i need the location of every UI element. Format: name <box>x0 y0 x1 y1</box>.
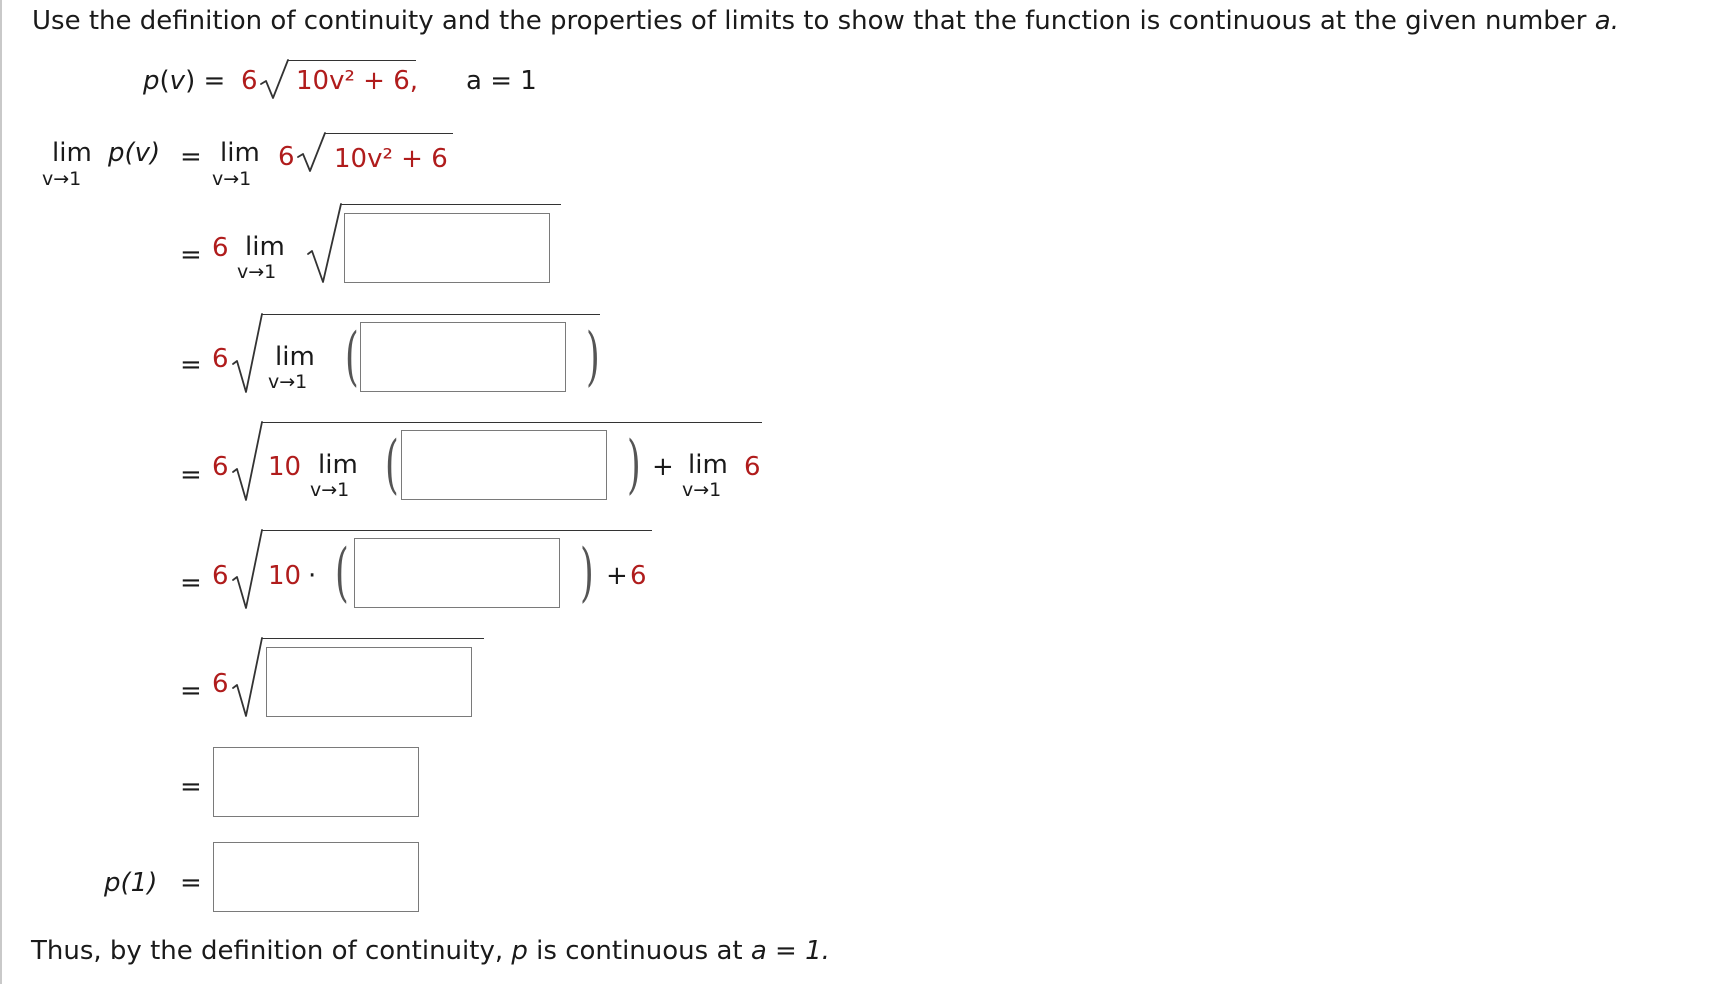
step4-radical-icon <box>232 422 266 502</box>
step3-radical-bar <box>262 314 600 315</box>
step4-answer-input[interactable] <box>401 430 607 500</box>
given-coef: 6 <box>241 66 258 96</box>
step2-eq: = <box>180 240 202 270</box>
conclusion-middle: is continuous at <box>536 936 743 966</box>
function-name: p(v) = <box>143 66 226 96</box>
step5-plus: + <box>606 561 628 591</box>
step3-right-paren: ) <box>586 320 600 394</box>
step3-coef: 6 <box>212 344 229 374</box>
step2-radical-icon <box>307 204 345 284</box>
step5-six: 6 <box>630 561 647 591</box>
step4-radical-bar <box>262 422 762 423</box>
function-var: v <box>169 66 186 96</box>
step3-eq: = <box>180 350 202 380</box>
step5-dot: · <box>308 561 317 591</box>
step4-plus: + <box>652 452 674 482</box>
step4-ten: 10 <box>268 452 302 482</box>
given-radical-bar <box>288 60 416 61</box>
step2-answer-input[interactable] <box>344 213 550 283</box>
step1-rhs-under: v→1 <box>212 168 252 190</box>
step1-lhs-lim: lim <box>52 138 92 168</box>
step5-right-paren: ) <box>580 536 594 610</box>
given-radical-icon <box>260 60 290 100</box>
step4-eq: = <box>180 460 202 490</box>
step5-radical-bar <box>262 530 652 531</box>
step6-answer-input[interactable] <box>266 647 472 717</box>
step7-answer-input[interactable] <box>213 747 419 817</box>
instruction <box>32 6 1619 36</box>
step2-under: v→1 <box>237 261 277 283</box>
step3-answer-input[interactable] <box>360 322 566 392</box>
step3-left-paren: ( <box>345 320 359 394</box>
step1-radicand: 10v² + 6 <box>334 144 448 174</box>
step4-coef: 6 <box>212 452 229 482</box>
step2-coef: 6 <box>212 233 229 263</box>
conclusion <box>31 936 830 966</box>
step4-under2: v→1 <box>682 479 722 501</box>
step4-right-paren: ) <box>627 428 641 502</box>
step1-coef: 6 <box>278 142 295 172</box>
step3-radical-icon <box>232 314 266 394</box>
step3-lim: lim <box>275 342 315 372</box>
step4-lim: lim <box>318 450 358 480</box>
step2-radical-bar <box>341 204 561 205</box>
eval-answer-input[interactable] <box>213 842 419 912</box>
step1-eq: = <box>180 142 202 172</box>
conclusion-var: p <box>511 936 528 966</box>
conclusion-point: a = 1. <box>750 936 830 966</box>
step7-eq: = <box>180 772 202 802</box>
step6-eq: = <box>180 676 202 706</box>
instruction-text: Use the definition of continuity and the properties of limits to show that the function is continuous at the given number <box>32 6 1587 36</box>
conclusion-prefix: Thus, by the definition of continuity, <box>31 936 504 966</box>
step5-radical-icon <box>232 530 266 610</box>
step5-eq: = <box>180 568 202 598</box>
eval-label: p(1) <box>104 868 158 898</box>
step4-left-paren: ( <box>385 428 399 502</box>
step1-radical-bar <box>325 133 453 134</box>
step4-under: v→1 <box>310 479 350 501</box>
step3-under: v→1 <box>268 371 308 393</box>
step6-coef: 6 <box>212 669 229 699</box>
instruction-var: a. <box>1594 6 1619 36</box>
given-point-label: a = 1 <box>466 66 537 96</box>
step2-lim: lim <box>245 232 285 262</box>
step6-radical-icon <box>232 638 266 718</box>
step6-radical-bar <box>262 638 484 639</box>
left-border <box>0 0 2 984</box>
step5-ten: 10 <box>268 561 302 591</box>
step4-lim2: lim <box>688 450 728 480</box>
given-point <box>466 66 537 96</box>
given-radicand: 10v² + 6, <box>296 66 419 96</box>
step5-left-paren: ( <box>335 536 349 610</box>
step1-rhs-lim: lim <box>220 138 260 168</box>
eval-eq: = <box>180 868 202 898</box>
step1-lhs-func: p(v) <box>108 138 161 168</box>
step5-coef: 6 <box>212 561 229 591</box>
step5-answer-input[interactable] <box>354 538 560 608</box>
step1-radical-icon <box>297 133 327 173</box>
step4-six: 6 <box>744 452 761 482</box>
function-symbol: p <box>143 66 160 96</box>
step1-lhs-under: v→1 <box>42 168 82 190</box>
